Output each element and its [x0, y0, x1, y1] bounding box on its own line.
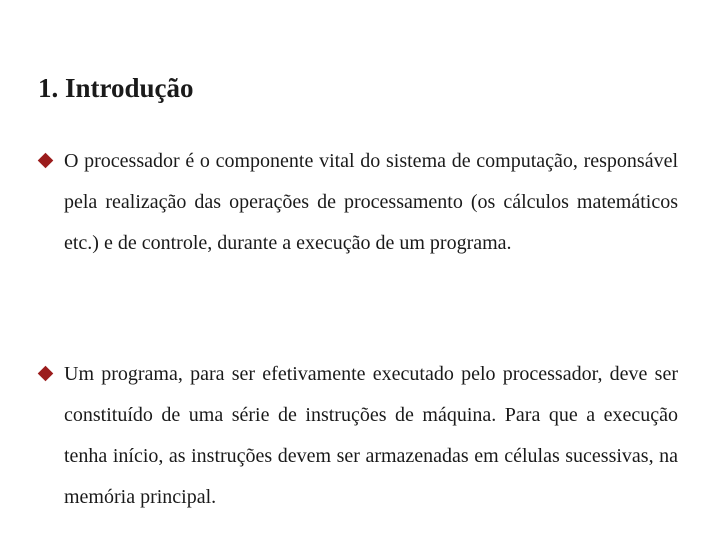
bullet-text: Um programa, para ser efetivamente executado pelo processador, deve ser constituído de uma série de instruções de máquina. Para que a execução tenha início, as instruções devem ser armazenadas em células sucessivas, na memória principal. — [64, 363, 678, 508]
bullet-text: O processador é o componente vital do sistema de computação, responsável pela realização das operações de processamento (os cálculos matemáticos etc.) e de controle, durante a execução de um programa. — [64, 150, 678, 254]
bullet-item — [38, 141, 678, 264]
slide-title: 1. Introdução — [38, 73, 194, 103]
bullet-item — [38, 354, 678, 518]
